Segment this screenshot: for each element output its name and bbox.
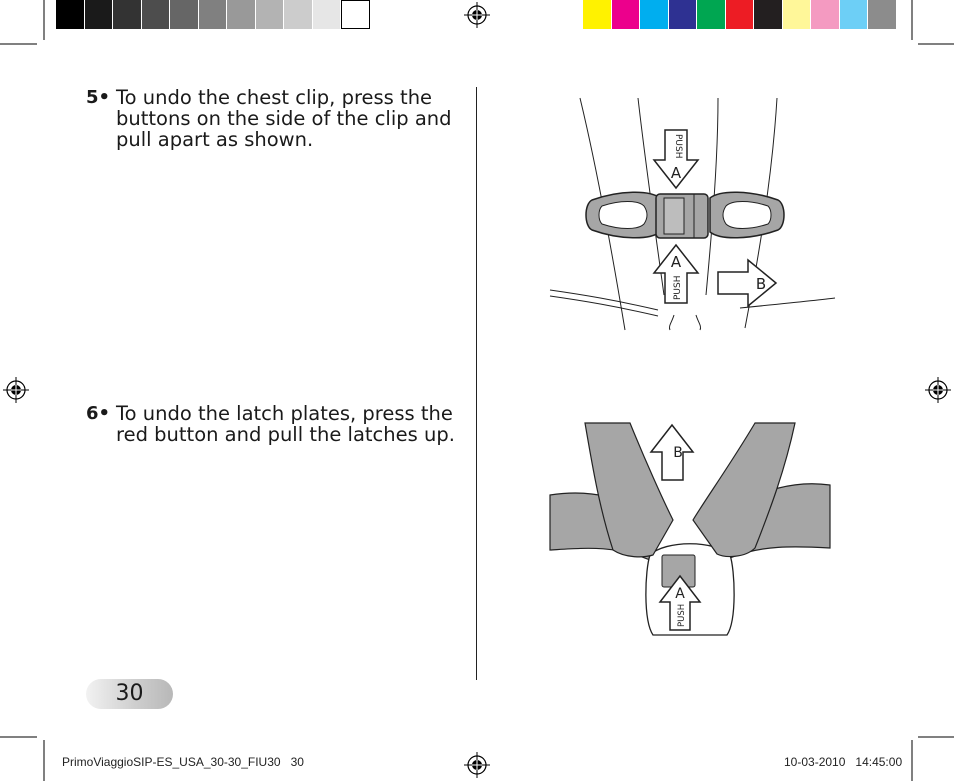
process-color-swatch xyxy=(669,0,698,29)
process-color-bar xyxy=(583,0,897,29)
grayscale-swatch xyxy=(199,0,228,29)
grayscale-swatch xyxy=(341,0,370,29)
step-6 xyxy=(86,403,456,445)
chest-clip-illustration xyxy=(540,90,840,335)
slug-time: 14:45:00 xyxy=(855,755,903,769)
latch-plates-illustration xyxy=(545,420,835,640)
grayscale-swatch xyxy=(170,0,199,29)
grayscale-swatch xyxy=(113,0,142,29)
label-b: B xyxy=(673,445,683,461)
process-color-swatch xyxy=(783,0,812,29)
registration-mark-bottom-icon xyxy=(464,752,490,778)
process-color-swatch xyxy=(811,0,840,29)
process-color-swatch xyxy=(726,0,755,29)
label-a-bottom: A xyxy=(670,253,682,271)
push-label: PUSH xyxy=(677,603,687,627)
slug-file-name: PrimoViaggioSIP-ES_USA_30-30_FIU30 xyxy=(62,755,281,769)
process-color-swatch xyxy=(868,0,897,29)
step-number: 5• xyxy=(86,87,111,108)
process-color-swatch xyxy=(583,0,612,29)
process-color-swatch xyxy=(640,0,669,29)
grayscale-swatch xyxy=(313,0,342,29)
label-a-top: A xyxy=(670,164,682,182)
step-5 xyxy=(86,87,456,150)
grayscale-swatch xyxy=(56,0,85,29)
registration-mark-top-icon xyxy=(464,2,490,28)
step-text: To undo the latch plates, press the red button and pull the latches up. xyxy=(116,402,455,446)
grayscale-swatch xyxy=(142,0,171,29)
grayscale-swatch xyxy=(284,0,313,29)
slug-date: 10-03-2010 xyxy=(784,755,846,769)
label-a: A xyxy=(675,586,685,602)
slug-file xyxy=(62,755,304,769)
process-color-swatch xyxy=(612,0,641,29)
grayscale-swatch xyxy=(227,0,256,29)
push-label-top: PUSH xyxy=(673,134,683,159)
column-divider xyxy=(476,87,477,680)
grayscale-swatch xyxy=(256,0,285,29)
slug-timestamp xyxy=(784,755,902,769)
registration-mark-left-icon xyxy=(3,377,29,403)
process-color-swatch xyxy=(840,0,869,29)
label-b: B xyxy=(755,275,767,293)
push-label-bottom: PUSH xyxy=(673,275,683,300)
process-color-swatch xyxy=(697,0,726,29)
step-text: To undo the chest clip, press the buttons on the side of the clip and pull apart as shown. xyxy=(116,86,452,151)
process-color-swatch xyxy=(754,0,783,29)
slug-page: 30 xyxy=(290,755,304,769)
page-number: 30 xyxy=(86,679,173,709)
step-number: 6• xyxy=(86,403,111,424)
registration-mark-right-icon xyxy=(925,377,951,403)
grayscale-swatch xyxy=(85,0,114,29)
grayscale-color-bar xyxy=(56,0,370,29)
